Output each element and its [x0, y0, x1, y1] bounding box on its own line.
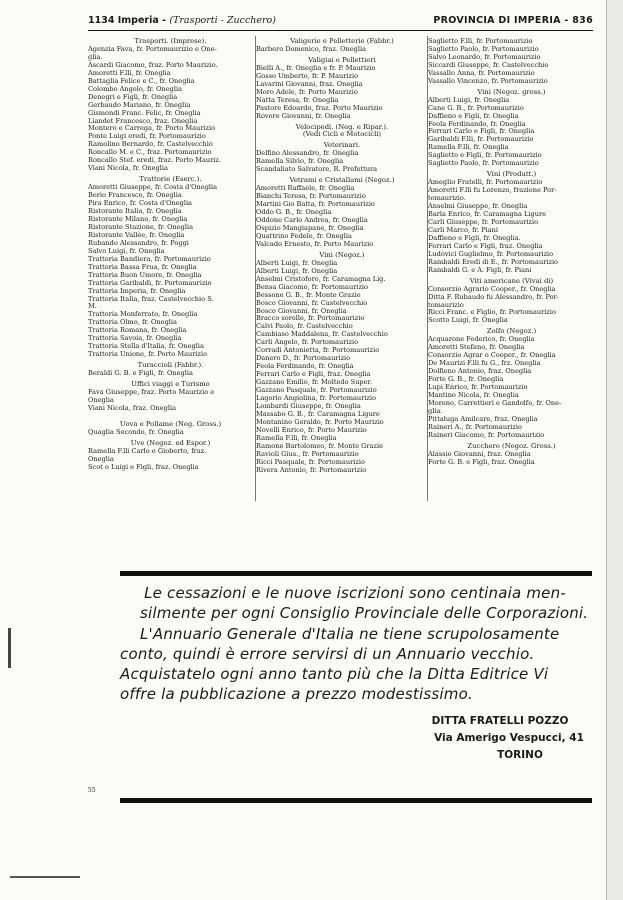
directory-entry: Scandaliato Salvatore, R. Prefettura: [256, 165, 378, 174]
directory-entry: Trattoria Monferrato, fr. Oneglia: [88, 310, 198, 319]
directory-entry: Ferrari Carlo e Figli, fr. Oneglia: [428, 127, 535, 136]
advert-line-2: silmente per ogni Consiglio Provinciale delle Corporazioni.: [140, 604, 589, 623]
publisher-address: Via Amerigo Vespucci, 41: [434, 732, 584, 744]
directory-entry: Montanino Geraldo, fr. Porto Maurizio: [256, 417, 384, 426]
advert-line-4: conto, quindi è errore servirsi di un Annuario vecchio.: [120, 644, 535, 663]
directory-entry: Viani Nicola, fraz. Oneglia: [88, 403, 177, 412]
directory-entry: Raineri A., fr. Portomaurizio: [428, 422, 522, 431]
directory-entry: Gazzano Pasquale, fr. Portomaurizio: [256, 386, 377, 395]
directory-entry: Ricci Franc. e Figlio, fr. Portomaurizio: [428, 308, 556, 317]
directory-entry: Ramella F.lli Carlo e Gioberto, fraz.: [88, 446, 207, 455]
directory-entry: Trattoria Unione, fr. Porto Maurizio: [88, 350, 208, 359]
section-heading-viti: Viti americane (Vivai di): [469, 276, 554, 285]
directory-entry: Trattoria Buon Umore, fr. Oneglia: [88, 270, 202, 279]
directory-column-3: [428, 38, 595, 467]
advert-line-6: offre la pubblicazione a prezzo modestissimo.: [120, 685, 473, 704]
header-page-title: 1134 Imperia -: [88, 15, 167, 26]
list-zolfo: [428, 336, 595, 439]
directory-entry: Pira Enrico, fr. Costa d'Oneglia: [88, 199, 192, 208]
directory-entry: Rubando Alessandro, fr. Poggi: [88, 238, 189, 247]
directory-entry: Dolfieno Antonio, fraz. Oneglia: [428, 367, 532, 376]
directory-entry: Ramella F.lli, fr. Oneglia: [256, 433, 337, 442]
directory-entry: Trattoria Stella d'Italia, fr. Oneglia: [88, 342, 204, 351]
directory-column-2: [256, 38, 428, 475]
directory-entry: Alassio Giovanni, fraz. Oneglia: [428, 449, 531, 458]
directory-entry: Mantino Nicola, fr. Oneglia: [428, 390, 519, 399]
directory-entry: Calvi Paolo, fr. Castelvecchio: [256, 322, 353, 331]
advert-top-bar: [120, 571, 592, 576]
directory-entry: Fava Giuseppe, fraz. Porto Maurizio e: [88, 387, 215, 396]
directory-entry: Amoretti Stefano, fr. Oneglia: [428, 343, 525, 352]
header-section-range: (Trasporti - Zucchero): [169, 15, 276, 26]
directory-entry: Valcado Ernesto, fr. Porto Maurizio: [256, 239, 374, 248]
directory-entry: Denegri e Figli, fr. Oneglia: [88, 92, 178, 101]
directory-entry: Carli Angelo, fr. Portomaurizio: [256, 338, 359, 347]
list-valigerie: [256, 46, 428, 54]
directory-entry: Saglietto Paolo, fr. Portomaurizio: [428, 159, 539, 168]
directory-entry: Trattoria Garibaldi, fr. Portomaurizio: [88, 278, 212, 287]
section-heading-vetrami: Vetrami e Cristallami (Negoz.): [289, 176, 395, 185]
directory-entry: Cambiaso Maddalena, fr. Castelvecchio: [256, 330, 388, 339]
directory-entry: Danero D., fr. Portomaurizio: [256, 354, 351, 363]
directory-entry: Natta Teresa, fr. Oneglia: [256, 95, 339, 104]
list-zucchero: [428, 451, 595, 467]
directory-entry: Gerbaudo Mariano, fr. Oneglia: [88, 100, 191, 109]
directory-entry: Bielli A., fr. Oneglia e fr. P. Maurizio: [256, 63, 376, 72]
directory-entry: Amoretti Raffaele, fr. Oneglia: [256, 184, 355, 193]
directory-entry: Ramella F.lli, fr. Oneglia: [428, 143, 509, 152]
directory-entry: Ferrari Carlo e Figli, fraz. Oneglia: [256, 370, 371, 379]
page-edge: [606, 0, 623, 900]
advert-line-5: Acquistatelo ogni anno tanto più che la Ditta Editrice Vi: [120, 665, 549, 684]
directory-entry: Carli Marco, fr. Piani: [428, 225, 499, 234]
directory-entry: tomaurizio.: [428, 194, 466, 203]
directory-entry: Ramolino Bernardo, fr. Castelvecchio: [88, 140, 213, 149]
directory-entry: Barla Enrico, fr. Caramagna Ligure: [428, 210, 547, 219]
section-heading-trattorie: Trattorie (Eserc.).: [139, 175, 202, 184]
directory-entry: Oddo G. B., fr. Oneglia: [256, 208, 332, 217]
directory-entry: Salvo Leonardo, fr. Portomaurizio: [428, 52, 541, 61]
section-heading-veterinari: Veterinari.: [323, 141, 361, 150]
directory-entry: Trattoria Bandiera, fr. Portomaurizio: [88, 254, 211, 263]
advert-line-3: L'Annuario Generale d'Italia ne tiene scrupolosamente: [140, 624, 560, 643]
directory-entry: Moreno, Carrettieri e Gandolfo, fr. One-: [428, 398, 562, 407]
directory-entry: Consorzio Agrario Cooper., fr. Oneglia: [428, 284, 556, 293]
directory-entry: Pastore Edoardo, fraz. Porto Maurizio: [256, 103, 383, 112]
section-heading-velocipedi: Velocipedi. (Neg. e Ripar.).: [295, 122, 389, 131]
directory-entry: Delfino Alessandro, fr. Oneglia: [256, 149, 359, 158]
list-viti: [428, 286, 595, 326]
directory-entry: Saglietto Paolo, fr. Portomaurizio: [428, 44, 539, 53]
publisher-name: DITTA FRATELLI POZZO: [431, 715, 569, 727]
section-heading-uova: Uova e Pollame (Neg. Gross.): [119, 419, 222, 428]
directory-entry: Colombo Angelo, fr. Oneglia: [88, 84, 183, 93]
list-trattorie: [88, 184, 253, 359]
directory-entry: Forte G. B. e Figli, fraz. Oneglia: [428, 457, 535, 466]
list-vini-prod: [428, 179, 595, 274]
directory-entry: Bianchi Teresa, fr. Portomaurizio: [256, 192, 366, 201]
directory-entry: Amoretti Giuseppe, fr. Costa d'Oneglia: [88, 183, 218, 192]
directory-entry: Daffieno e Figli, fr. Oneglia.: [428, 233, 521, 242]
list-vetrami: [256, 185, 428, 249]
print-number: 55: [88, 787, 96, 794]
advert-bottom-bar: [120, 798, 592, 803]
directory-entry: Ristorante Stazione, fr. Oneglia: [88, 222, 194, 231]
directory-entry: Amoretti F.lli, fr. Oneglia: [88, 68, 171, 77]
directory-entry: Rovere Giovanni, fr. Oneglia: [256, 111, 351, 120]
section-heading-valigiai: Valigiai e Pellettieri: [308, 55, 376, 64]
directory-entry: Ristorante Milano, fr. Oneglia: [88, 214, 188, 223]
margin-dash: [10, 876, 80, 878]
section-heading-vini: Vini (Negoz.): [319, 250, 365, 259]
directory-entry: Rambaldi Eredi di E., fr. Portomaurizio: [428, 257, 559, 266]
directory-entry: Ospizio Mangiapane, fr. Oneglia: [256, 223, 364, 232]
section-heading-uffici: Uffici viaggi e Turismo: [131, 380, 210, 389]
directory-entry: Agenzia Fava, fr. Portomaurizio e One-: [88, 44, 217, 53]
section-heading-zolfo: Zolfo (Negoz.): [486, 327, 537, 336]
directory-entry: Anselmi Cristoforo, fr. Caramagna Lig.: [256, 274, 386, 283]
directory-entry: Oneglia: [88, 454, 114, 463]
directory-entry: Carli Giuseppe, fr. Portomaurizio: [428, 217, 539, 226]
section-heading-vini-prod: Vini (Produtt.): [486, 170, 537, 179]
directory-entry: Trattoria Romana, fr. Oneglia: [88, 326, 187, 335]
directory-entry: Feola Ferdinando, fr. Oneglia: [256, 362, 354, 371]
directory-entry: Martini Gio Batta, fr. Portomaurizio: [256, 200, 375, 209]
list-turaccioli: [88, 370, 253, 378]
publisher-block: [424, 713, 594, 764]
directory-entry: Acquarone Federico, fr. Oneglia: [428, 335, 535, 344]
directory-entry: Trattoria Bassa Frua, fr. Oneglia: [88, 262, 197, 271]
directory-entry: Salvo Luigi, fr. Oneglia: [88, 246, 165, 255]
directory-entry: Scotto Luigi, fr. Oneglia: [428, 316, 508, 325]
list-valigiai: [256, 65, 428, 121]
directory-entry: Amoretti F.lli fu Lorenzo, frazione Por-: [428, 186, 557, 195]
directory-entry: Anselmi Giuseppe, fr. Oneglia: [428, 202, 528, 211]
directory-entry: Saglietto F.lli, fr. Portomaurizio: [428, 38, 533, 45]
directory-entry: Bessone G. B., fr. Monte Grazie: [256, 290, 361, 299]
directory-entry: M.: [88, 302, 97, 311]
directory-entry: Daffieno e Figli, fr. Oneglia: [428, 111, 519, 120]
directory-entry: Berio Francesco, fr. Oneglia: [88, 191, 182, 200]
directory-entry: Barbero Domenico, fraz. Oneglia: [256, 44, 367, 53]
velocipedi-reference: (Vedi Cicli e Motocicli): [302, 130, 382, 139]
list-uffici: [88, 389, 253, 413]
directory-entry: Gazzano Emilio, fr. Moltedo Super.: [256, 378, 373, 387]
section-heading-vini-gross: Vini (Negoz. gross.): [477, 87, 546, 96]
directory-entry: Trattoria Olmo, fr. Oneglia: [88, 318, 177, 327]
section-heading-uve: Uve (Negoz. ed Espor.): [130, 438, 211, 447]
list-veterinari: [256, 150, 428, 174]
directory-entry: Liandet Francesco, fraz. Oneglia: [88, 116, 198, 125]
directory-entry: Lagorio Angiolina, fr. Portomaurizio: [256, 393, 376, 402]
directory-entry: Feola Ferdinando, fr. Oneglia: [428, 119, 526, 128]
header-left: [88, 15, 276, 26]
directory-entry: Bosco Giovanni, fr. Castelvecchio: [256, 298, 368, 307]
directory-entry: Oddone Carlo Andrea, fr. Oneglia: [256, 216, 368, 225]
directory-entry: Bosco Giovanni, fr. Oneglia: [256, 306, 347, 315]
section-heading-zucchero: Zucchero (Negoz. Gross.): [467, 441, 556, 450]
list-trasporti: [88, 46, 253, 173]
directory-entry: Rambaldi G. e A. Figli, fr. Piani: [428, 265, 532, 274]
directory-entry: Quattrino Fedele, fr. Oneglia: [256, 231, 352, 240]
directory-entry: Ferrari Carlo e Figli, fraz. Oneglia: [428, 241, 543, 250]
directory-entry: glia.: [428, 406, 443, 415]
directory-entry: Saglietto e Figli, fr. Portomaurizio: [428, 151, 542, 160]
directory-entry: Lupi Enrico, fr. Portomaurizio: [428, 383, 528, 392]
directory-entry: Vassallo Vincenzo, fr. Portomaurizio: [428, 76, 548, 85]
directory-entry: Ludovici Guglielmo, fr. Portomaurizio: [428, 249, 554, 258]
margin-mark: [8, 628, 11, 668]
directory-entry: Trattoria Italia, fraz. Castelvecchio S.: [88, 294, 214, 303]
directory-entry: Ravioli Gius., fr. Portomaurizio: [256, 449, 359, 458]
list-vini: [256, 260, 428, 475]
directory-entry: Ameglio Fratelli, fr. Portomaurizio: [428, 178, 543, 187]
directory-entry: Corradi Antonietta, fr. Portomaurizio: [256, 346, 380, 355]
page-header: [88, 14, 593, 31]
directory-entry: Alberti Luigi, fr. Oneglia: [256, 258, 338, 267]
list-vini-continued: [428, 38, 595, 86]
directory-entry: Ditta F. Rubaudo fu Alessandro, fr. Por-: [428, 292, 559, 301]
directory-column-1: [88, 38, 253, 472]
list-vini-gross: [428, 97, 595, 169]
directory-entry: Viani Nicola, fr. Oneglia: [88, 164, 168, 173]
directory-entry: Cane G. B., fr. Portomaurizio: [428, 103, 524, 112]
directory-entry: Bensa Giacomo, fr. Portomaurizio: [256, 282, 369, 291]
directory-entry: Pittaluga Amilcare, fraz. Oneglia: [428, 414, 538, 423]
directory-entry: Beraldi G. B. e Figli, fr. Oneglia: [88, 369, 193, 378]
directory-entry: Lombardi Giuseppe, fr. Oneglia: [256, 401, 361, 410]
directory-entry: Scot o Luigi e Figli, fraz. Oneglia: [88, 462, 199, 471]
directory-entry: Battaglia Felice e C., fr. Oneglia: [88, 76, 195, 85]
directory-entry: Alberti Luigi, fr. Oneglia: [428, 95, 510, 104]
directory-entry: tomaurizio: [428, 300, 464, 309]
section-heading-valigerie: Valigerie e Pelletterie (Fabbr.): [290, 38, 394, 45]
directory-entry: Trattoria Savoia, fr. Oneglia: [88, 334, 182, 343]
directory-entry: Ricci Pasquale, fr. Portomaurizio: [256, 457, 365, 466]
directory-entry: Ristorante Italia, fr. Oneglia: [88, 207, 182, 216]
list-uve: [88, 448, 253, 472]
directory-entry: Montero e Carrega, fr. Porto Maurizio: [88, 124, 216, 133]
directory-entry: Ponte Luigi eredi, fr. Portomaurizio: [88, 132, 206, 141]
header-province: PROVINCIA DI IMPERIA - 836: [433, 15, 593, 26]
directory-entry: Trattoria Imperia, fr. Oneglia: [88, 286, 186, 295]
directory-entry: De Maurizi F.lli fu G., frz. Oneglia: [428, 359, 541, 368]
directory-entry: Forte G. B., fr. Oneglia: [428, 375, 504, 384]
directory-entry: Lavarini Giovanni, fraz. Oneglia: [256, 79, 363, 88]
directory-entry: glia.: [88, 52, 103, 61]
directory-entry: Alberti Luigi, fr. Oneglia: [256, 266, 338, 275]
directory-entry: Ristorante Vallèe, fr. Oneglia: [88, 230, 185, 239]
directory-entry: Moro Adele, fr. Porto Maurizio: [256, 87, 358, 96]
directory-entry: Consorzio Agrar o Cooper., fr. Oneglia: [428, 351, 556, 360]
directory-entry: Bracco sorelle, fr. Portomaurizio: [256, 314, 365, 323]
directory-entry: Gismondi Franc. Felic, fr. Oneglia: [88, 108, 201, 117]
list-uova: [88, 429, 253, 437]
publisher-city: TORINO: [497, 749, 543, 761]
directory-entry: Quaglia Secondo, fr. Oneglia: [88, 427, 184, 436]
directory-entry: Oneglia: [88, 395, 114, 404]
directory-entry: Novelli Enrico, fr. Porto Maurizio: [256, 425, 367, 434]
directory-entry: Ramella Silvio, fr. Oneglia: [256, 157, 344, 166]
directory-entry: Raineri Giacomo, fr. Portomaurizio: [428, 430, 545, 439]
directory-entry: Ramone Bartolomeo, fr. Monte Grazie: [256, 441, 383, 450]
directory-entry: Ascardi Giacomo, fraz. Porto Maurizio.: [88, 60, 218, 69]
directory-entry: Roncallo Stef. eredi, fraz. Porto Mauriz.: [88, 156, 221, 165]
directory-entry: Siccardi Giuseppe, fr. Castelvecchio: [428, 60, 549, 69]
section-heading-turaccioli: Turaccioli (Fabbr.).: [137, 361, 204, 370]
directory-entry: Garibaldi F.lli, fr. Portomaurizio: [428, 135, 534, 144]
directory-entry: Roncallo M. e C., fraz. Portomaurizio: [88, 148, 212, 157]
directory-entry: Rivera Antonio, fr. Portomaurizio: [256, 465, 367, 474]
advert-line-1: Le cessazioni e le nuove iscrizioni sono centinaia men-: [144, 584, 566, 602]
advert-text: [120, 583, 590, 705]
directory-entry: Vassallo Anna, fr. Portomaurizio: [428, 68, 535, 77]
directory-entry: Massabo G. B., fr. Caramagna Ligure: [256, 409, 380, 418]
directory-entry: Gosso Umberto, fr. P. Maurizio: [256, 71, 359, 80]
section-heading-trasporti: Trasporti. (Imprese).: [134, 38, 207, 45]
